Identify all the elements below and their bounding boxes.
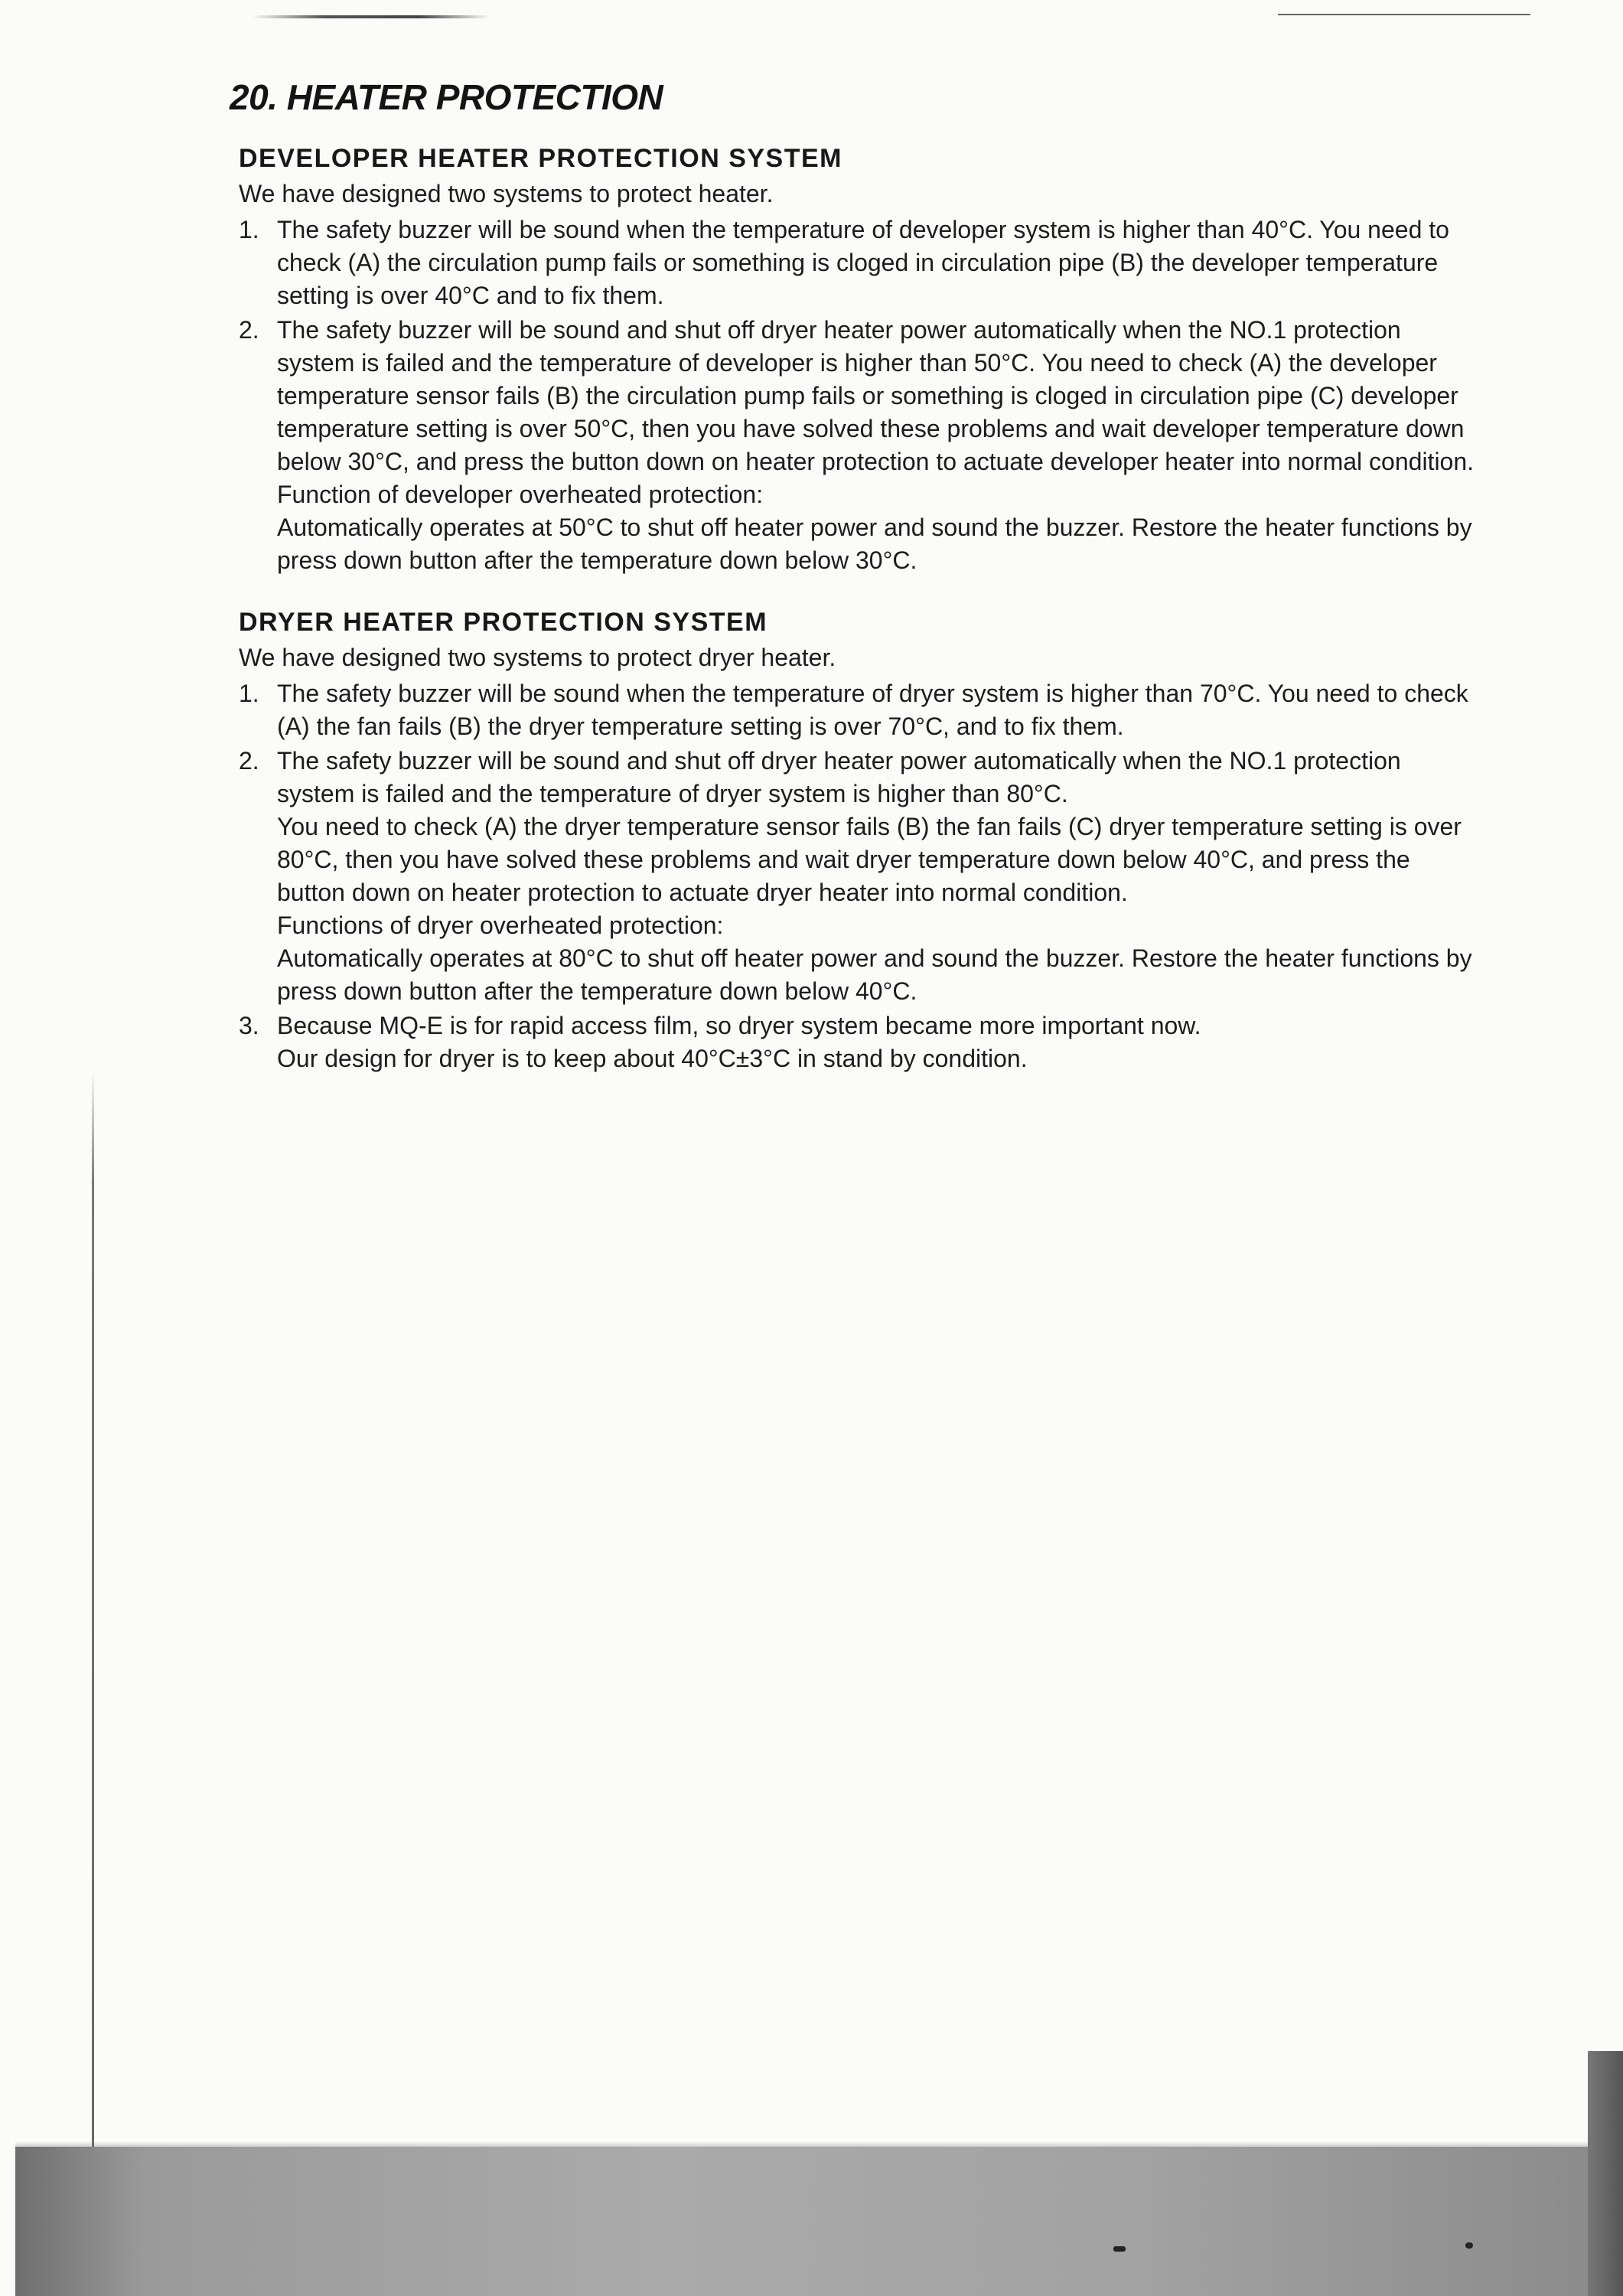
scan-page-edge (92, 1071, 94, 2189)
paragraph: Because MQ-E is for rapid access film, so dryer system became more important now. (277, 1012, 1201, 1039)
paragraph: The safety buzzer will be sound and shut off dryer heater power automatically when the NO.1 protection system is failed and the temperature of dryer system is higher than 80°C. (277, 747, 1401, 807)
list-item-body (277, 677, 1484, 743)
scan-edge-line (1278, 14, 1530, 15)
list-item (239, 1009, 1484, 1075)
scan-edge-line (253, 15, 490, 18)
paragraph: Function of developer overheated protection: (277, 481, 764, 508)
paragraph: Automatically operates at 80°C to shut off heater power and sound the buzzer. Restore the heater functions by press down button after the temperature down below 40°C. (277, 944, 1472, 1005)
list-item-number: 2. (239, 747, 259, 775)
paragraph: The safety buzzer will be sound and shut off dryer heater power automatically when the NO.1 protection system is failed and the temperature of developer is higher than 50°C. You need to check (A) the developer temperature sensor fails (B) the circulation pump fails or something is cloged in circulation pipe (C) developer temperature setting is over 50°C, then you have solved these problems and wait developer temperature down below 30°C, and press the button down on heater protection to actuate developer heater into normal condition. (277, 316, 1475, 475)
page-title: 20. HEATER PROTECTION (230, 77, 663, 117)
list-item-body (277, 745, 1484, 1008)
section-developer-heater (230, 144, 1484, 577)
scan-shadow (15, 2147, 1623, 2296)
list-item-number: 1. (239, 680, 259, 707)
paragraph: Automatically operates at 50°C to shut off heater power and sound the buzzer. Restore the heater functions by press down button after the temperature down below 30°C. (277, 514, 1472, 574)
list-item (239, 314, 1484, 577)
paragraph: The safety buzzer will be sound when the temperature of developer system is higher than 40°C. You need to check (A) the circulation pump fails or something is cloged in circulation pipe (B) the developer temperature setting is over 40°C and to fix them. (277, 216, 1449, 309)
list-item-number: 2. (239, 316, 259, 344)
list-item-number: 3. (239, 1012, 259, 1039)
scan-speck (1465, 2242, 1473, 2249)
section-intro: We have designed two systems to protect dryer heater. (239, 644, 836, 671)
list-item-body (277, 1009, 1484, 1075)
section-dryer-heater (230, 608, 1484, 1075)
list-item (239, 745, 1484, 1008)
list-item-body (277, 314, 1484, 577)
scan-shadow (1588, 2051, 1623, 2296)
paragraph: Functions of dryer overheated protection: (277, 912, 724, 939)
paragraph: You need to check (A) the dryer temperature sensor fails (B) the fan fails (C) dryer temperature setting is over 80°C, then you have solved these problems and wait dryer temperature down below 40°C, and press the button down on heater protection to actuate dryer heater into normal condition. (277, 813, 1462, 906)
scan-speck (1113, 2246, 1126, 2252)
section-heading: DRYER HEATER PROTECTION SYSTEM (239, 608, 768, 637)
section-intro: We have designed two systems to protect heater. (239, 180, 774, 207)
paragraph: The safety buzzer will be sound when the temperature of dryer system is higher than 70°C. You need to check (A) the fan fails (B) the dryer temperature setting is over 70°C, and to fix them. (277, 680, 1468, 740)
section-heading: DEVELOPER HEATER PROTECTION SYSTEM (239, 144, 843, 173)
document-body (230, 77, 1484, 1106)
list-item (239, 214, 1484, 312)
list-item-body (277, 214, 1484, 312)
list-item-number: 1. (239, 216, 259, 243)
paragraph: Our design for dryer is to keep about 40°C±3°C in stand by condition. (277, 1045, 1028, 1072)
list-item (239, 677, 1484, 743)
